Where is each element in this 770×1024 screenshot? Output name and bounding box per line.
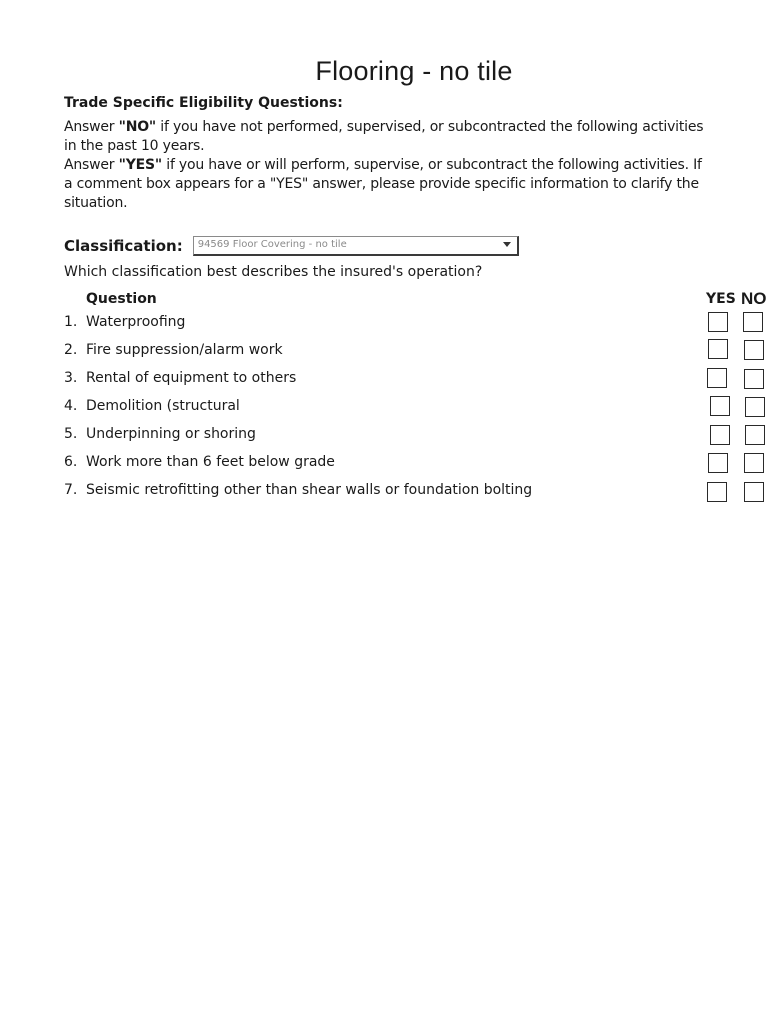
yes-checkbox-5[interactable]: [710, 425, 730, 445]
question-number: 2.: [64, 342, 78, 358]
no-checkbox-2[interactable]: [744, 340, 764, 360]
question-number: 5.: [64, 426, 78, 442]
section-heading: Trade Specific Eligibility Questions:: [64, 95, 343, 111]
yes-keyword: "YES": [118, 157, 162, 173]
no-instruction-text: if you have not performed, supervised, or subcontracted the following activities in the past 10 years.: [64, 119, 704, 154]
yes-checkbox-2[interactable]: [708, 339, 728, 359]
no-keyword: "NO": [118, 119, 157, 135]
question-row-6: [64, 452, 335, 472]
no-checkbox-5[interactable]: [745, 425, 765, 445]
no-checkbox-1[interactable]: [743, 312, 763, 332]
no-instruction-prefix: Answer: [64, 119, 119, 135]
classification-row: [64, 233, 519, 259]
question-number: 6.: [64, 454, 78, 470]
question-text: Work more than 6 feet below grade: [86, 454, 335, 470]
question-text: Rental of equipment to others: [86, 370, 297, 386]
no-instruction: [64, 118, 704, 156]
question-number: 1.: [64, 314, 78, 330]
yes-instruction: [64, 156, 704, 213]
yes-checkbox-1[interactable]: [708, 312, 728, 332]
no-column-header: NO: [741, 289, 767, 308]
question-row-3: [64, 368, 296, 388]
no-checkbox-6[interactable]: [744, 453, 764, 473]
question-text: Underpinning or shoring: [86, 426, 256, 442]
yes-checkbox-7[interactable]: [707, 482, 727, 502]
instructions: [64, 118, 704, 213]
question-number: 4.: [64, 398, 78, 414]
classification-prompt: Which classification best describes the insured's operation?: [64, 264, 483, 280]
yes-checkbox-4[interactable]: [710, 396, 730, 416]
yes-checkbox-3[interactable]: [707, 368, 727, 388]
question-text: Demolition (structural: [86, 398, 240, 414]
no-checkbox-3[interactable]: [744, 369, 764, 389]
question-row-4: [64, 396, 240, 416]
question-number: 7.: [64, 482, 78, 498]
yes-column-header: YES: [706, 291, 736, 307]
classification-select-value: 94569 Floor Covering - no tile: [197, 239, 347, 250]
classification-label: Classification:: [64, 237, 183, 255]
classification-select[interactable]: [193, 236, 519, 256]
question-column-header: Question: [86, 291, 157, 307]
no-checkbox-4[interactable]: [745, 397, 765, 417]
yes-instruction-text: if you have or will perform, supervise, or subcontract the following activities. If a comment box appears for a "YES" answer, please provide specific information to clarify the situation.: [64, 157, 702, 211]
yes-checkbox-6[interactable]: [708, 453, 728, 473]
chevron-down-icon[interactable]: [503, 242, 511, 247]
question-row-2: [64, 340, 283, 360]
question-number: 3.: [64, 370, 78, 386]
yes-instruction-prefix: Answer: [64, 157, 119, 173]
question-row-7: [64, 480, 532, 500]
no-checkbox-7[interactable]: [744, 482, 764, 502]
question-text: Waterproofing: [86, 314, 186, 330]
question-row-5: [64, 424, 256, 444]
page-title: Flooring - no tile: [315, 56, 513, 86]
question-text: Fire suppression/alarm work: [86, 342, 283, 358]
question-text: Seismic retrofitting other than shear walls or foundation bolting: [86, 482, 533, 498]
question-row-1: [64, 312, 185, 332]
